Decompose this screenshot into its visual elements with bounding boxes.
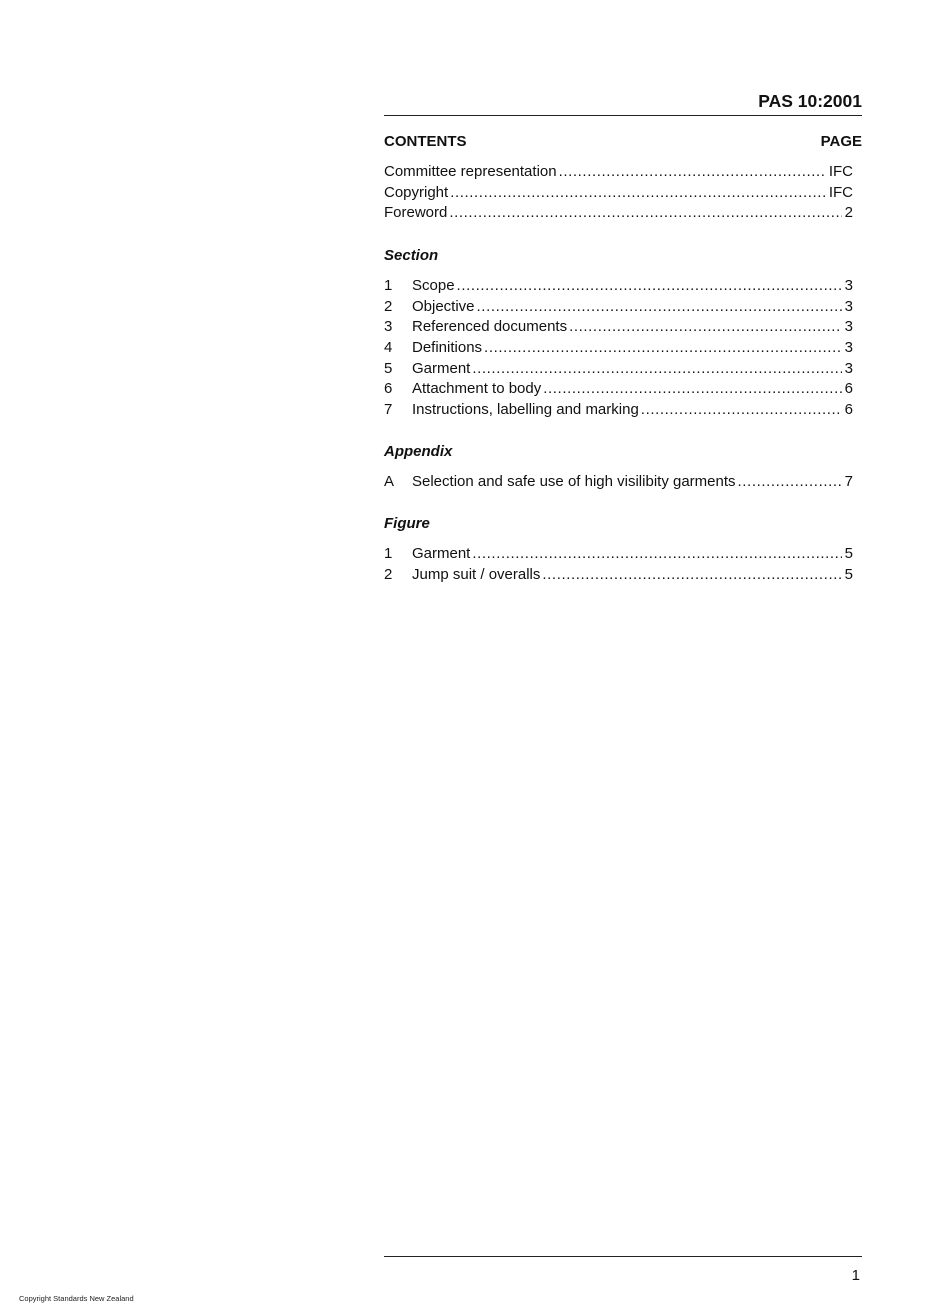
toc-entry-title: Copyright <box>384 183 449 201</box>
toc-entry-number: 2 <box>384 565 393 583</box>
dot-leader <box>484 338 842 359</box>
figure-list <box>384 544 853 585</box>
dot-leader <box>449 203 841 224</box>
toc-entry-page: 7 <box>844 473 853 490</box>
section-list <box>384 276 853 421</box>
toc-entry-page: 3 <box>844 339 853 357</box>
toc-entry-title: Garment <box>412 545 471 562</box>
toc-entry-title: Attachment to body <box>412 380 542 398</box>
toc-entry-page: 5 <box>844 565 853 583</box>
dot-leader <box>457 276 842 297</box>
dot-leader <box>559 162 826 183</box>
appendix-list <box>384 472 853 493</box>
section-heading: Section <box>384 247 439 264</box>
toc-entry-number: 7 <box>384 401 393 419</box>
toc-entry-number: 6 <box>384 380 393 398</box>
dot-leader <box>472 359 841 380</box>
dot-leader <box>450 183 826 204</box>
toc-entry-page: IFC <box>828 163 853 180</box>
toc-entry[interactable] <box>384 297 853 318</box>
toc-entry-page: 6 <box>844 401 853 419</box>
toc-entry-page: IFC <box>828 183 853 201</box>
toc-entry-title: Garment <box>412 359 471 377</box>
toc-entry-number: 2 <box>384 297 393 315</box>
toc-entry-title: Referenced documents <box>412 318 568 336</box>
copyright-notice: Copyright Standards New Zealand <box>19 1294 134 1303</box>
toc-entry[interactable] <box>384 183 853 204</box>
toc-entry-title: Instructions, labelling and marking <box>412 401 639 419</box>
header-divider <box>384 115 862 116</box>
toc-entry-number: 5 <box>384 359 393 377</box>
toc-entry-title: Foreword <box>384 204 448 222</box>
dot-leader <box>569 317 842 338</box>
toc-entry[interactable] <box>384 472 853 493</box>
contents-heading: CONTENTS <box>384 133 467 150</box>
page-number: 1 <box>851 1267 860 1284</box>
toc-entry-page: 3 <box>844 277 853 294</box>
toc-entry-number: A <box>384 473 395 490</box>
toc-entry[interactable] <box>384 400 853 421</box>
toc-entry[interactable] <box>384 544 853 565</box>
toc-entry-title: Selection and safe use of high visilibity garments <box>412 473 736 490</box>
toc-entry[interactable] <box>384 162 853 183</box>
dot-leader <box>477 297 842 318</box>
document-code: PAS 10:2001 <box>758 91 862 111</box>
toc-entry-page: 6 <box>844 380 853 398</box>
figure-heading: Figure <box>384 515 430 532</box>
toc-entry-page: 3 <box>844 297 853 315</box>
page-column-heading: PAGE <box>820 133 862 150</box>
front-matter-list <box>384 162 853 224</box>
footer-divider <box>384 1256 862 1257</box>
toc-entry[interactable] <box>384 317 853 338</box>
toc-entry-title: Committee representation <box>384 163 557 180</box>
toc-entry-page: 2 <box>844 204 853 222</box>
toc-entry[interactable] <box>384 359 853 380</box>
toc-entry[interactable] <box>384 379 853 400</box>
toc-entry-page: 5 <box>844 545 853 562</box>
dot-leader <box>472 544 841 565</box>
toc-entry-title: Jump suit / overalls <box>412 565 541 583</box>
toc-entry-title: Definitions <box>412 339 483 357</box>
dot-leader <box>738 472 842 493</box>
appendix-heading: Appendix <box>384 443 453 460</box>
toc-entry-title: Objective <box>412 297 475 315</box>
contents-header <box>384 132 862 152</box>
toc-entry-number: 1 <box>384 277 393 294</box>
dot-leader <box>542 565 841 586</box>
dot-leader <box>543 379 841 400</box>
toc-entry-number: 3 <box>384 318 393 336</box>
toc-entry-page: 3 <box>844 318 853 336</box>
toc-entry-number: 1 <box>384 545 393 562</box>
toc-entry[interactable] <box>384 565 853 586</box>
toc-entry[interactable] <box>384 276 853 297</box>
toc-entry-number: 4 <box>384 339 393 357</box>
dot-leader <box>641 400 842 421</box>
toc-entry[interactable] <box>384 338 853 359</box>
toc-entry[interactable] <box>384 203 853 224</box>
toc-entry-page: 3 <box>844 359 853 377</box>
toc-entry-title: Scope <box>412 277 455 294</box>
